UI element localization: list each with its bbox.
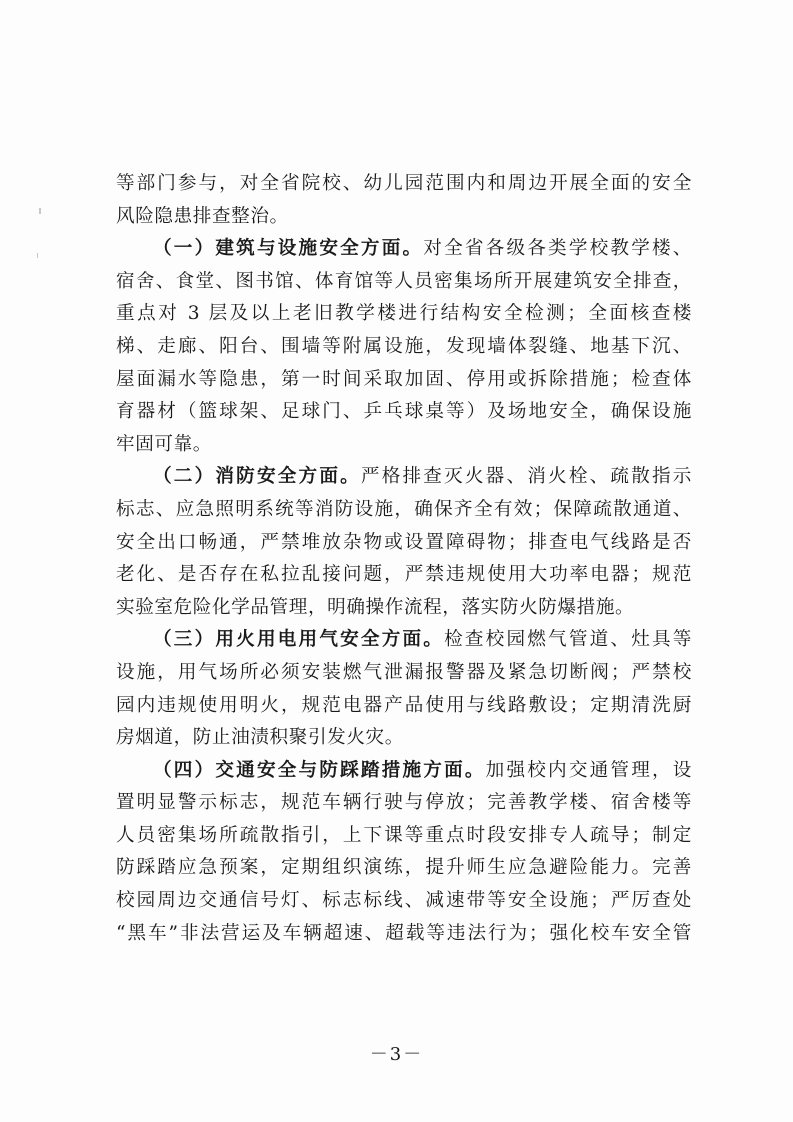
text-line: 置明显警示标志，规范车辆行驶与停放；完善教学楼、宿舍楼等 [116, 792, 692, 814]
text-line: 屋面漏水等隐患，第一时间采取加固、停用或拆除措施；检查体 [116, 368, 692, 390]
section-heading: （一）建筑与设施安全方面。 [153, 238, 424, 260]
text-line: 校园周边交通信号灯、标志标线、减速带等安全设施；严厉查处 [116, 890, 692, 912]
paragraph-first-line [116, 755, 692, 788]
text-line: 老化、是否存在私拉乱接问题，严禁违规使用大功率电器；规范 [116, 564, 692, 586]
text-line: 牢固可靠。 [116, 433, 212, 455]
text-run: 加强校内交通管理，设 [485, 759, 692, 781]
text-line: 标志、应急照明系统等消防设施，确保齐全有效；保障疏散通道、 [116, 498, 692, 520]
text-line: 重点对 3 层及以上老旧教学楼进行结构安全检测；全面核查楼 [116, 303, 692, 325]
text-line: 人员密集场所疏散指引，上下课等重点时段安排专人疏导；制定 [116, 824, 692, 846]
text-line: 房烟道，防止油渍积聚引发火灾。 [116, 727, 404, 749]
text-line: 防踩踏应急预案，定期组织演练，提升师生应急避险能力。完善 [116, 857, 692, 879]
document-body [116, 168, 692, 950]
scan-speck [37, 253, 38, 258]
scan-speck [39, 208, 41, 214]
text-run: 检查校园燃气管道、灶具等 [444, 629, 692, 651]
paragraph-first-line [116, 461, 692, 494]
text-line: 设施，用气场所必须安装燃气泄漏报警器及紧急切断阀；严禁校 [116, 661, 692, 683]
text-run: 对全省各级各类学校教学楼、 [423, 238, 692, 260]
text-run: 严格排查灭火器、消火栓、疏散指示 [360, 466, 692, 488]
text-line: 风险隐患排查整治。 [116, 205, 289, 227]
text-line: 等部门参与，对全省院校、幼儿园范围内和周边开展全面的安全 [116, 173, 692, 194]
text-line: 实验室危险化学品管理，明确操作流程，落实防火防爆措施。 [116, 596, 635, 618]
page-number: －3－ [369, 1044, 424, 1065]
text-line: 育器材（篮球架、足球门、乒乓球桌等）及场地安全，确保设施 [116, 401, 692, 423]
text-line: 园内违规使用明火，规范电器产品使用与线路敷设；定期清洗厨 [116, 694, 692, 716]
section-heading: （三）用火用电用气安全方面。 [153, 629, 445, 651]
paragraph-first-line [116, 624, 692, 657]
text-line: 安全出口畅通，严禁堆放杂物或设置障碍物；排查电气线路是否 [116, 531, 692, 553]
section-heading: （四）交通安全与防踩踏措施方面。 [153, 759, 486, 781]
text-line: 梯、走廊、阳台、围墙等附属设施，发现墙体裂缝、地基下沉、 [116, 335, 692, 357]
text-line: “黑车”非法营运及车辆超速、超载等违法行为；强化校车安全管 [116, 922, 692, 944]
paragraph-first-line [116, 233, 692, 266]
section-heading: （二）消防安全方面。 [153, 466, 361, 488]
text-line: 宿舍、食堂、图书馆、体育馆等人员密集场所开展建筑安全排查， [116, 270, 692, 292]
